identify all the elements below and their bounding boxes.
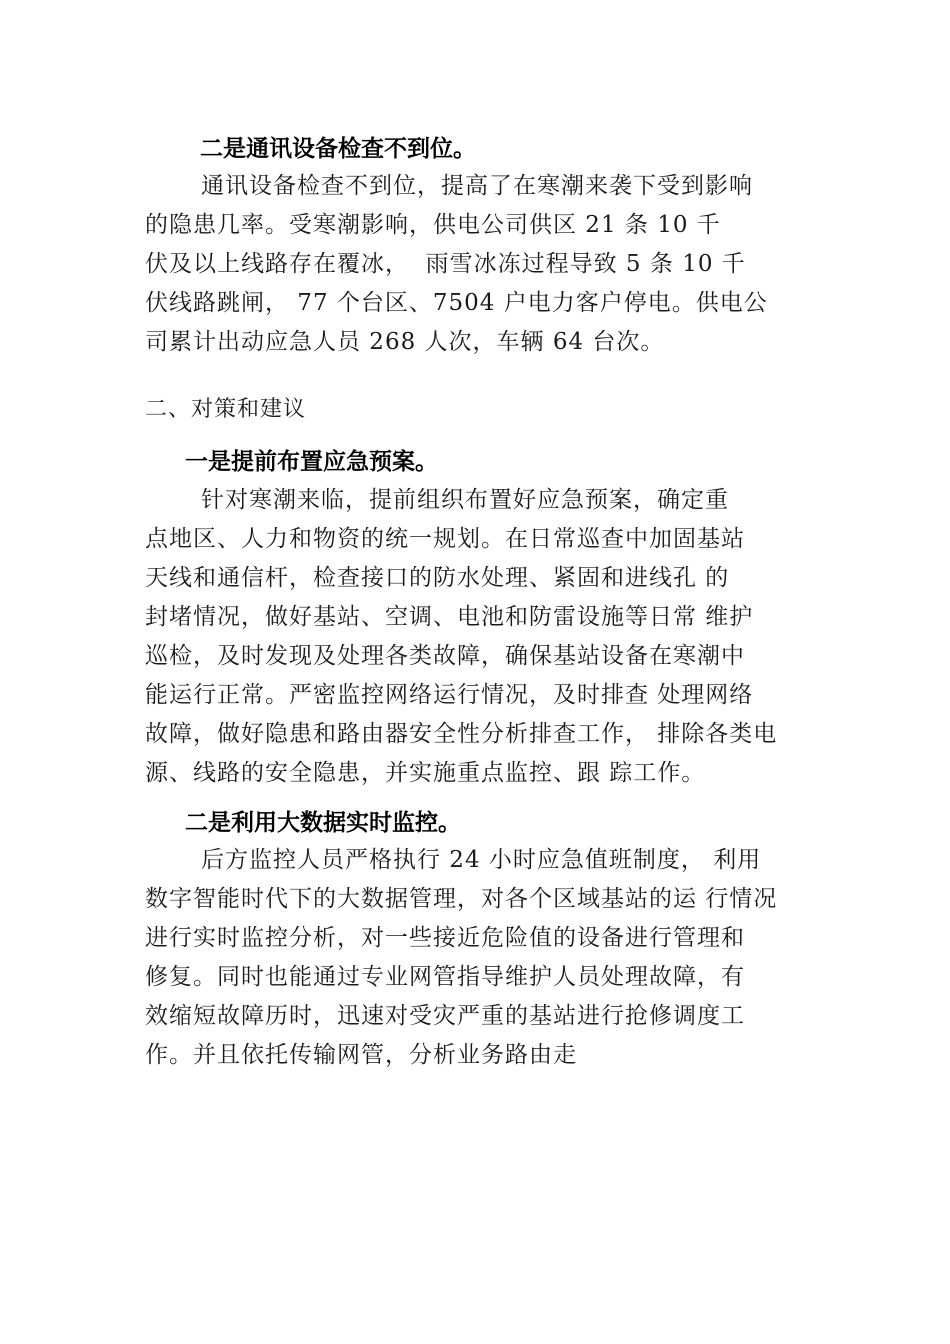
paragraph-line: 进行实时监控分析，对一些接近危险值的设备进行管理和	[145, 925, 745, 951]
paragraph-line: 后方监控人员严格执行 24 小时应急值班制度， 利用	[201, 847, 762, 873]
paragraph-line: 针对寒潮来临，提前组织布置好应急预案，确定重	[201, 487, 729, 513]
sub1-heading: 一是提前布置应急预案。	[185, 449, 438, 475]
paragraph-line: 司累计出动应急人员 268 人次，车辆 64 台次。	[145, 329, 665, 355]
paragraph-line: 点地区、人力和物资的统一规划。在日常巡查中加固基站	[145, 526, 745, 552]
paragraph-line: 修复。同时也能通过专业网管指导维护人员处理故障，有	[145, 964, 745, 990]
paragraph-line: 数字智能时代下的大数据管理，对各个区域基站的运 行情况	[145, 886, 778, 912]
paragraph-line: 效缩短故障历时，迅速对受灾严重的基站进行抢修调度工	[145, 1003, 745, 1029]
section2-title: 二、对策和建议	[145, 397, 307, 422]
paragraph-line: 源、线路的安全隐患，并实施重点监控、跟 踪工作。	[145, 760, 706, 786]
section1-heading: 二是通讯设备检查不到位。	[200, 136, 476, 162]
paragraph-line: 作。并且依托传输网管，分析业务路由走	[145, 1042, 577, 1068]
paragraph-line: 天线和通信杆，检查接口的防水处理、紧固和进线孔 的	[145, 565, 730, 591]
paragraph-line: 故障，做好隐患和路由器安全性分析排查工作， 排除各类电	[145, 721, 778, 747]
paragraph-line: 能运行正常。严密监控网络运行情况，及时排查 处理网络	[145, 682, 754, 708]
paragraph-line: 伏及以上线路存在覆冰， 雨雪冰冻过程导致 5 条 10 千	[145, 251, 746, 277]
sub2-heading: 二是利用大数据实时监控。	[185, 810, 461, 836]
paragraph-line: 巡检，及时发现及处理各类故障，确保基站设备在寒潮中	[145, 643, 745, 669]
paragraph-line: 的隐患几率。受寒潮影响，供电公司供区 21 条 10 千	[145, 212, 721, 238]
paragraph-line: 伏线路跳闸， 77 个台区、7504 户电力客户停电。供电公	[145, 290, 768, 316]
paragraph-line: 封堵情况，做好基站、空调、电池和防雷设施等日常 维护	[145, 604, 754, 630]
paragraph-line: 通讯设备检查不到位，提高了在寒潮来袭下受到影响	[201, 173, 753, 199]
